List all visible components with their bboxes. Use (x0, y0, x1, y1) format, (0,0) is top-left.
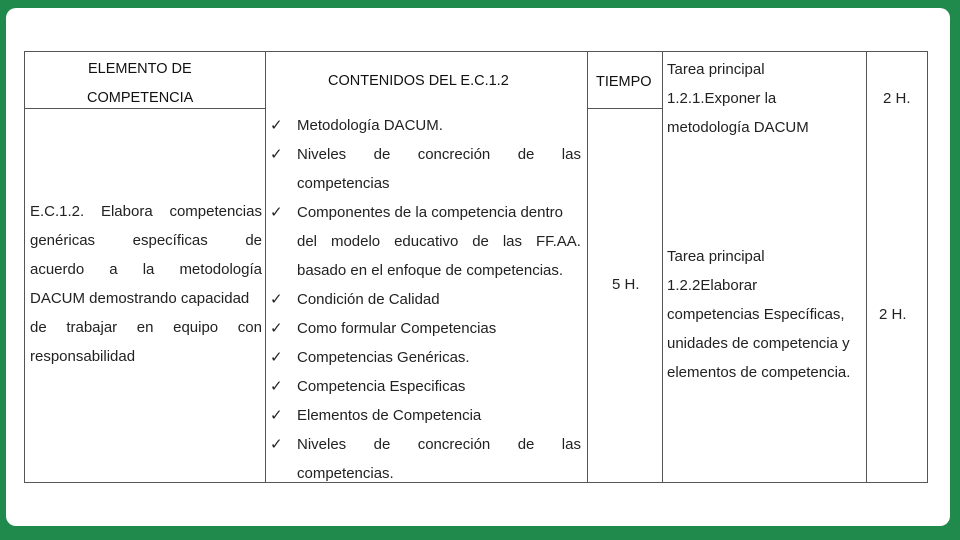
tarea-hours: 2 H. (879, 306, 907, 323)
header-divider-left (24, 108, 266, 109)
contenido-line: Competencias Genéricas. (297, 349, 470, 366)
contenido-line: Componentes de la competencia dentro (297, 204, 564, 221)
word: las (561, 436, 581, 453)
table-border-right (927, 51, 928, 483)
tarea-line: 1.2.1.Exponer la (667, 90, 777, 107)
contenido-line: Competencia Especificas (297, 378, 466, 395)
contenido-line (297, 233, 581, 251)
word: de (517, 146, 535, 163)
header-divider-tiempo (588, 108, 662, 109)
word: de (245, 232, 262, 249)
table-border-bottom (24, 482, 928, 483)
contenido-line: Condición de Calidad (297, 291, 440, 308)
word: específicas (132, 232, 208, 249)
word: concreción (417, 436, 491, 453)
contenido-line: competencias (297, 175, 390, 192)
contenido-line: competencias. (297, 465, 394, 482)
word: de (373, 146, 391, 163)
word: modelo (330, 233, 381, 250)
word: Elabora (100, 203, 153, 220)
tarea-line: Tarea principal (667, 248, 765, 265)
check-icon: ✓ (270, 436, 283, 453)
word: de (472, 233, 489, 250)
elemento-line: responsabilidad (30, 348, 136, 365)
check-icon: ✓ (270, 204, 283, 221)
check-icon: ✓ (270, 320, 283, 337)
word: de (30, 319, 47, 336)
col-divider-1 (265, 51, 266, 483)
check-icon: ✓ (270, 117, 283, 134)
check-icon: ✓ (270, 378, 283, 395)
tarea-line: competencias Específicas, (667, 306, 845, 323)
word: en (136, 319, 154, 336)
tarea-line: 1.2.2Elaborar (667, 277, 758, 294)
word: equipo (173, 319, 219, 336)
header-tiempo: TIEMPO (596, 74, 652, 90)
word: trabajar (66, 319, 118, 336)
col-divider-2 (587, 51, 588, 483)
elemento-line (30, 319, 262, 337)
tarea-hours: 2 H. (883, 90, 911, 107)
word: FF.AA. (535, 233, 581, 250)
header-contenidos: CONTENIDOS DEL E.C.1.2 (328, 73, 509, 89)
word: las (502, 233, 523, 250)
word: Niveles (297, 436, 347, 453)
table-border-left (24, 51, 25, 483)
word: de (373, 436, 391, 453)
elemento-line (30, 203, 262, 221)
tarea-line: metodología DACUM (667, 119, 809, 136)
check-icon: ✓ (270, 407, 283, 424)
check-icon: ✓ (270, 291, 283, 308)
word: del (297, 233, 318, 250)
contenido-line: Como formular Competencias (297, 320, 497, 337)
elemento-line (30, 261, 262, 279)
contenido-line: basado en el enfoque de competencias. (297, 262, 564, 279)
contenido-line: Elementos de Competencia (297, 407, 482, 424)
table-border-top (24, 51, 928, 52)
header-elemento-line1: ELEMENTO DE (88, 61, 192, 77)
word: de (517, 436, 535, 453)
word: a (109, 261, 118, 278)
tarea-line: unidades de competencia y (667, 335, 850, 352)
word: E.C.1.2. (30, 203, 85, 220)
word: la (142, 261, 155, 278)
tarea-line: elementos de competencia. (667, 364, 851, 381)
contenido-line (297, 146, 581, 164)
check-icon: ✓ (270, 349, 283, 366)
elemento-line: DACUM demostrando capacidad (30, 290, 250, 307)
elemento-line (30, 232, 262, 250)
word: Niveles (297, 146, 347, 163)
word: con (237, 319, 262, 336)
check-icon: ✓ (270, 146, 283, 163)
word: educativo (394, 233, 459, 250)
word: las (561, 146, 581, 163)
word: concreción (417, 146, 491, 163)
word: acuerdo (30, 261, 85, 278)
word: genéricas (30, 232, 96, 249)
tiempo-value: 5 H. (612, 276, 640, 293)
word: competencias (169, 203, 262, 220)
header-elemento-line2: COMPETENCIA (87, 90, 194, 106)
contenido-line (297, 436, 581, 454)
col-divider-3 (662, 51, 663, 483)
word: metodología (179, 261, 262, 278)
contenido-line: Metodología DACUM. (297, 117, 443, 134)
tarea-line: Tarea principal (667, 61, 765, 78)
col-divider-4 (866, 51, 867, 483)
